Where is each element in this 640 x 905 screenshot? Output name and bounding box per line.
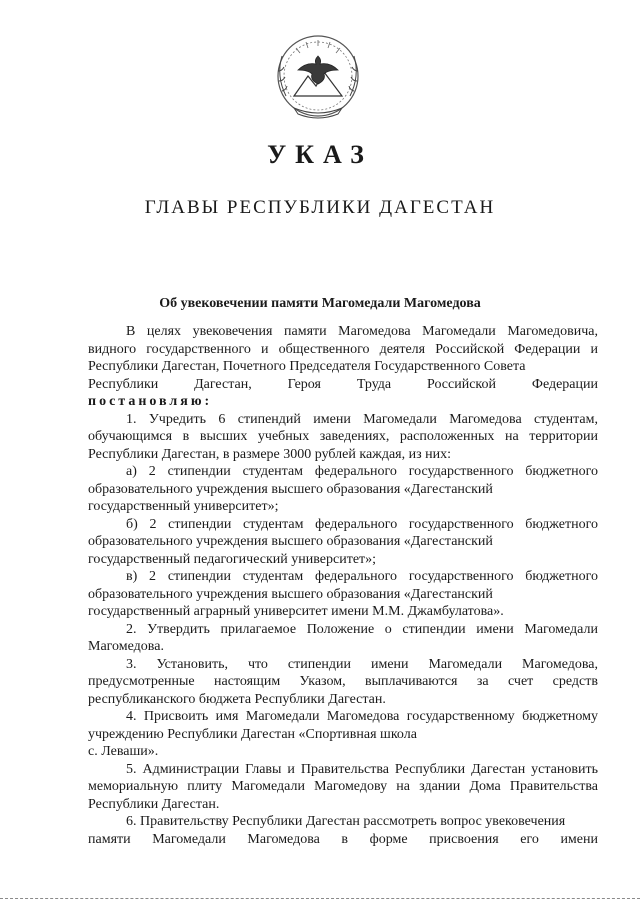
intro-paragraph-line: Республики Дагестан, Героя Труда Российской Федерации bbox=[88, 376, 598, 392]
page-footer-divider bbox=[0, 898, 640, 900]
item-6: 6. Правительству Республики Дагестан рассмотреть вопрос увековечения bbox=[126, 814, 566, 829]
item-1b-tail: государственный педагогический университет»; bbox=[88, 551, 377, 567]
item-1c: в) 2 стипендии студентам федерального государственного бюджетного образовательного учреждения высшего образования «Дагестанский bbox=[88, 569, 598, 602]
item-2: 2. Утвердить прилагаемое Положение о стипендии имени Магомедали Магомедова. bbox=[88, 621, 598, 654]
item-1: 1. Учредить 6 стипендий имени Магомедали Магомедова студентам, обучающимся в высших учебных заведениях, расположенных на территории Республики Дагестан, в размере 3000 рублей каждая, из них: bbox=[88, 411, 598, 462]
document-subtitle: ГЛАВЫ РЕСПУБЛИКИ ДАГЕСТАН bbox=[144, 197, 496, 218]
decree-body bbox=[88, 323, 598, 848]
decree-word bbox=[88, 393, 598, 411]
decree-word-text: постановляю: bbox=[88, 394, 213, 409]
intro-paragraph: В целях увековечения памяти Магомедова Магомедали Магомедовича, видного государственного и общественного деятеля Российской Федерации и Республики Дагестан, Почетного Председателя Государственного Совета bbox=[88, 324, 598, 374]
item-3: 3. Установить, что стипендии имени Магомедали Магомедова, предусмотренные настоящим Указом, выплачиваются за счет средств республиканского бюджета Республики Дагестан. bbox=[88, 656, 598, 707]
item-6-tail: памяти Магомедали Магомедова в форме присвоения его имени bbox=[88, 831, 598, 847]
item-4: 4. Присвоить имя Магомедали Магомедова государственному бюджетному учреждению Республики Дагестан «Спортивная школа bbox=[88, 709, 598, 742]
decree-heading: Об увековечении памяти Магомедали Магомедова bbox=[159, 296, 481, 311]
item-1b: б) 2 стипендии студентам федерального государственного бюджетного образовательного учреждения высшего образования «Дагестанский bbox=[88, 516, 598, 549]
item-4-tail: с. Леваши». bbox=[88, 744, 159, 759]
document-title: УКАЗ bbox=[267, 140, 373, 169]
item-1a-tail: государственный университет»; bbox=[88, 499, 279, 514]
item-5: 5. Администрации Главы и Правительства Республики Дагестан установить мемориальную плиту Магомедали Магомедову на здании Дома Правительства Республики Дагестан. bbox=[88, 761, 598, 812]
dagestan-coat-of-arms-icon bbox=[258, 26, 378, 126]
item-1a: а) 2 стипендии студентам федерального государственного бюджетного образовательного учреждения высшего образования «Дагестанский bbox=[88, 464, 598, 497]
item-1c-tail: государственный аграрный университет имени М.М. Джамбулатова». bbox=[88, 604, 504, 619]
